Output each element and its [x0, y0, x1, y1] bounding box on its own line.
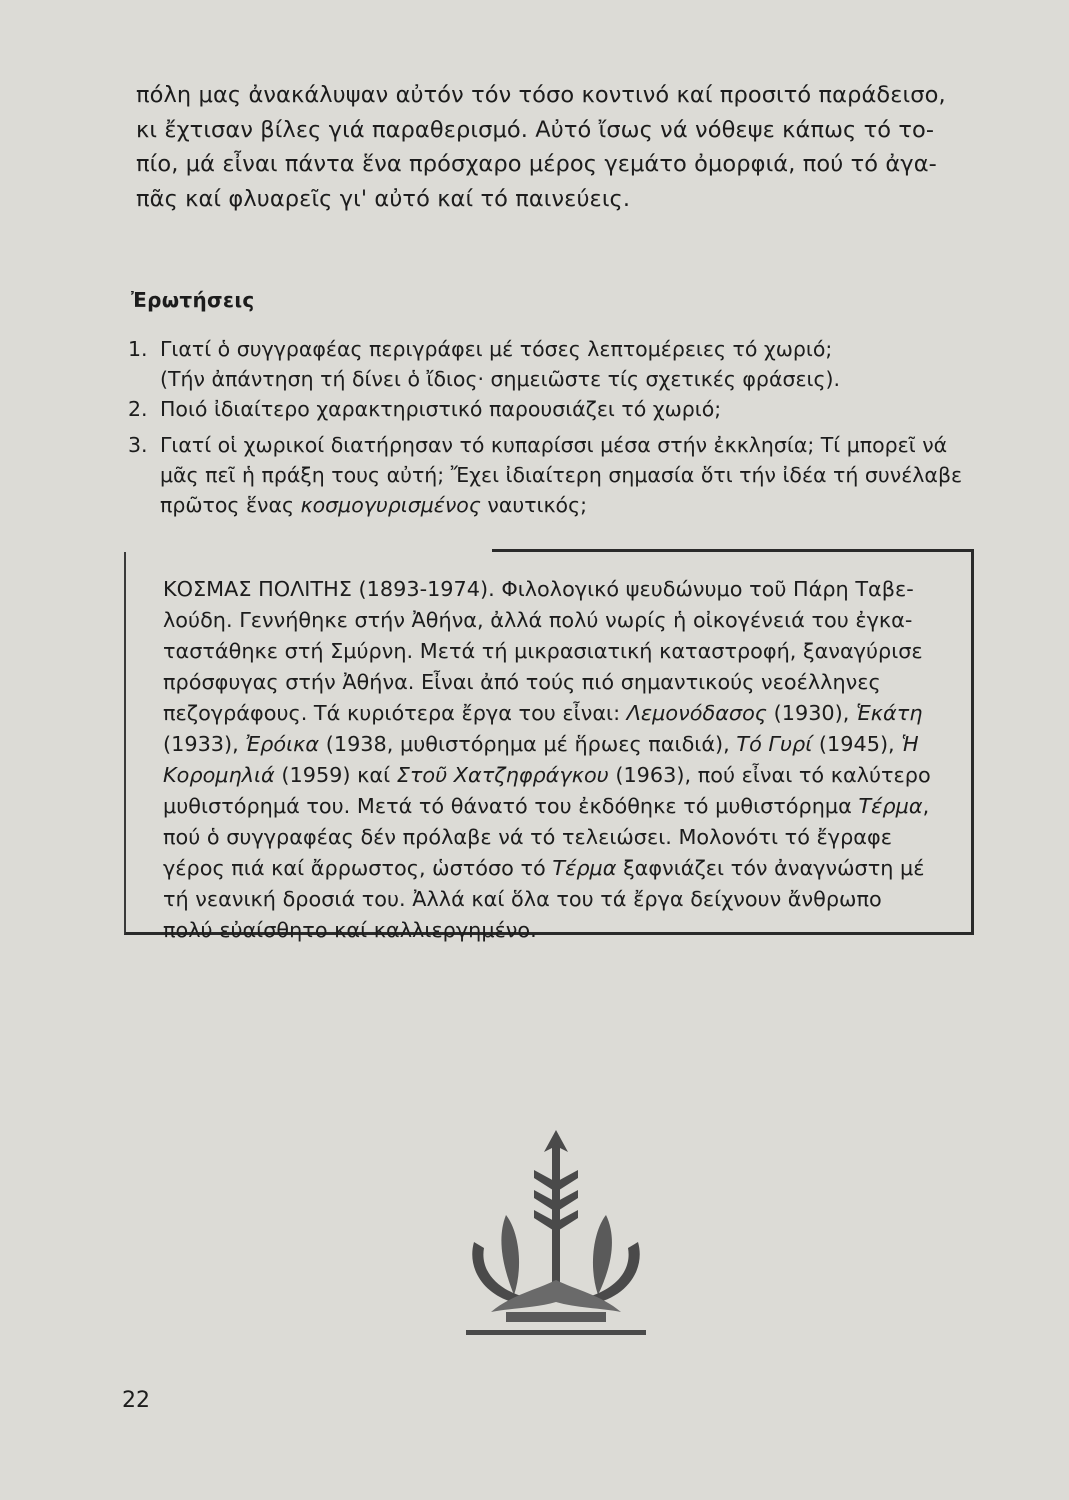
- text-run: πρῶτος ἕνας: [160, 493, 301, 517]
- bio-line: πολύ εὐαίσθητο καί καλλιεργημένο.: [163, 918, 537, 942]
- text-run: μυθιστόρημά του. Μετά τό θάνατό του ἐκδόθηκε τό μυθιστόρημα: [163, 794, 859, 818]
- bio-line: λούδη. Γεννήθηκε στήν Ἀθήνα, ἀλλά πολύ νωρίς ἡ οἰκογένειά του ἐγκα-: [163, 608, 913, 632]
- book-title: Ἐρόικα: [245, 732, 320, 756]
- biography-text: [163, 574, 953, 946]
- text-run: ναυτικός;: [480, 493, 588, 517]
- question-text-line: Γιατί ὁ συγγραφέας περιγράφει μέ τόσες λεπτομέρειες τό χωριό;: [160, 337, 833, 361]
- book-title: Τέρμα: [858, 794, 923, 818]
- book-title: Τό Γυρί: [736, 732, 813, 756]
- bio-line: πρόσφυγας στήν Ἀθήνα. Εἶναι ἀπό τούς πιό σημαντικούς νεοέλληνες: [163, 670, 881, 694]
- question-text-line: Ποιό ἰδιαίτερο χαρακτηριστικό παρουσιάζει τό χωριό;: [160, 397, 722, 421]
- book-title: Κορομηλιά: [163, 763, 275, 787]
- text-run: ,: [922, 794, 930, 818]
- text-run: (1945),: [812, 732, 902, 756]
- italic-term: κοσμογυρισμένος: [300, 493, 481, 517]
- text-run: (1938, μυθιστόρημα μέ ἥρωες παιδιά),: [319, 732, 737, 756]
- text-line: πᾶς καί φλυαρεῖς γι' αὐτό καί τό παινεύεις.: [136, 185, 631, 212]
- book-title: Ἡ: [901, 732, 919, 756]
- text-run: (1959) καί: [274, 763, 397, 787]
- bio-line: [163, 760, 953, 791]
- bio-line: τή νεανική δροσιά του. Ἀλλά καί ὅλα του τά ἔργα δείχνουν ἄνθρωπο: [163, 887, 882, 911]
- question-item: [128, 334, 988, 394]
- question-text-line: Γιατί οἱ χωρικοί διατήρησαν τό κυπαρίσσι μέσα στήν ἐκκλησία; Τί μπορεῖ νά: [160, 433, 948, 457]
- book-title: Ἑκάτη: [856, 701, 923, 725]
- questions-heading: Ἐρωτήσεις: [131, 288, 255, 312]
- question-text-line: [160, 490, 988, 520]
- bio-line: πού ὁ συγγραφέας δέν πρόλαβε νά τό τελειώσει. Μολονότι τό ἔγραφε: [163, 825, 892, 849]
- bio-line: [163, 698, 953, 729]
- question-number: 2.: [128, 397, 148, 421]
- bio-line: [163, 853, 953, 884]
- floral-ornament-icon: [466, 1130, 646, 1345]
- book-title: Τέρμα: [552, 856, 617, 880]
- text-line: πίο, μά εἶναι πάντα ἕνα πρόσχαρο μέρος γεμάτο ὀμορφιά, πού τό ἀγα-: [136, 151, 937, 177]
- question-number: 3.: [128, 433, 148, 457]
- book-title: Στοῦ Χατζηφράγκου: [396, 763, 609, 787]
- text-line: πόλη μας ἀνακάλυψαν αὐτόν τόν τόσο κοντινό καί προσιτό παράδεισο,: [136, 82, 946, 108]
- book-title: Λεμονόδασος: [626, 701, 768, 725]
- text-line: κι ἔχτισαν βίλες γιά παραθερισμό. Αὐτό ἴσως νά νόθεψε κάπως τό το-: [136, 116, 935, 143]
- bio-line: [163, 729, 953, 760]
- text-run: γέρος πιά καί ἄρρωστος, ὡστόσο τό: [163, 856, 553, 880]
- question-item: [128, 394, 988, 424]
- intro-paragraph: [136, 78, 986, 216]
- text-run: πεζογράφους. Τά κυριότερα ἔργα του εἶναι:: [163, 701, 627, 725]
- question-text-line: (Τήν ἀπάντηση τή δίνει ὁ ἴδιος· σημειῶστε τίς σχετικές φράσεις).: [160, 367, 841, 391]
- bio-line: ταστάθηκε στή Σμύρνη. Μετά τή μικρασιατική καταστροφή, ξαναγύρισε: [163, 639, 923, 663]
- bio-line: ΚΟΣΜΑΣ ΠΟΛΙΤΗΣ (1893-1974). Φιλολογικό ψευδώνυμο τοῦ Πάρη Ταβε-: [163, 577, 914, 601]
- text-run: ξαφνιάζει τόν ἀναγνώστη μέ: [616, 856, 925, 880]
- question-item: [128, 430, 988, 520]
- bio-line: [163, 791, 953, 822]
- text-run: (1933),: [163, 732, 246, 756]
- text-run: (1963), πού εἶναι τό καλύτερο: [608, 763, 931, 787]
- question-text-line: μᾶς πεῖ ἡ πράξη τους αὐτή; Ἔχει ἰδιαίτερη σημασία ὅτι τήν ἰδέα τή συνέλαβε: [160, 463, 963, 487]
- text-run: (1930),: [767, 701, 857, 725]
- question-number: 1.: [128, 337, 148, 361]
- page-number: 22: [122, 1388, 150, 1413]
